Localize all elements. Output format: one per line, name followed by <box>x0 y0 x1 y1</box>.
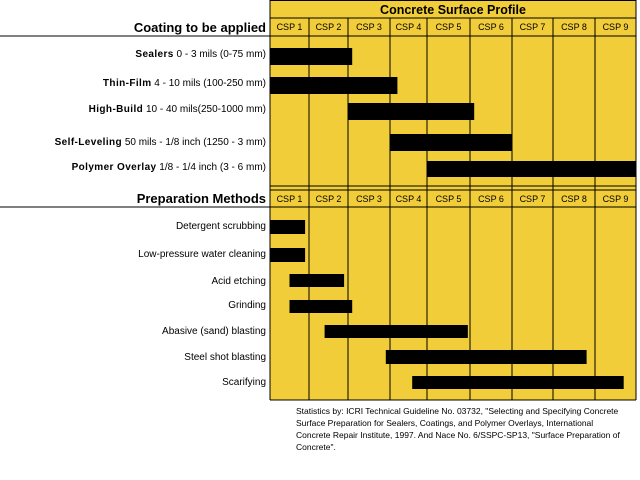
column-label-coating-2: CSP 2 <box>315 22 342 32</box>
bar-coating-thin-film <box>270 77 397 94</box>
bar-coating-polymer-overlay <box>427 161 636 177</box>
bar-coating-self-leveling <box>390 134 512 151</box>
column-label-prep-4: CSP 4 <box>395 194 422 204</box>
bar-prep-acid-etching <box>290 274 345 287</box>
coating-label-high-build: High-Build 10 - 40 mils(250-1000 mm) <box>88 104 266 115</box>
bar-prep-low-pressure-water-cleaning <box>270 248 305 262</box>
coating-label-sealers: Sealers 0 - 3 mils (0-75 mm) <box>135 49 266 60</box>
column-label-prep-9: CSP 9 <box>602 194 629 204</box>
coating-label-self-leveling: Self-Leveling 50 mils - 1/8 inch (1250 - 3 mm) <box>54 137 266 148</box>
bar-prep-scarifying <box>412 376 624 389</box>
prep-label-detergent-scrubbing: Detergent scrubbing <box>175 221 266 232</box>
prep-label-scarifying: Scarifying <box>222 377 266 388</box>
column-label-coating-4: CSP 4 <box>395 22 422 32</box>
column-label-coating-8: CSP 8 <box>561 22 587 32</box>
column-label-prep-8: CSP 8 <box>561 194 587 204</box>
column-label-prep-3: CSP 3 <box>356 194 382 204</box>
column-label-prep-5: CSP 5 <box>435 194 462 204</box>
bar-coating-high-build <box>348 103 474 120</box>
prep-label-low-pressure-water: Low-pressure water cleaning <box>138 249 266 260</box>
column-label-coating-3: CSP 3 <box>356 22 382 32</box>
bar-prep-abasive-sand-blasting <box>325 325 468 338</box>
column-label-coating-1: CSP 1 <box>276 22 303 32</box>
prep-label-abrasive-blasting: Abasive (sand) blasting <box>162 326 266 337</box>
column-label-prep-1: CSP 1 <box>276 194 303 204</box>
prep-label-steel-shot-blasting: Steel shot blasting <box>184 352 266 363</box>
column-label-prep-2: CSP 2 <box>315 194 342 204</box>
coating-section-heading: Coating to be applied <box>133 20 266 35</box>
source-note: Statistics by: ICRI Technical Guideline No. 03732, "Selecting and Specifying Concrete Surface Preparation for Sealers, Coatings, and Polymer Overlays, International Concrete Repair Institute, 1997. And Nace No. 6/SSPC-SP13, "Surface Preparation of Concrete". <box>296 406 620 452</box>
column-label-prep-6: CSP 6 <box>478 194 504 204</box>
bar-prep-steel-shot-blasting <box>386 350 587 364</box>
column-label-coating-5: CSP 5 <box>435 22 462 32</box>
column-label-coating-7: CSP 7 <box>519 22 546 32</box>
prep-label-acid-etching: Acid etching <box>211 276 266 287</box>
column-label-coating-9: CSP 9 <box>602 22 629 32</box>
bar-coating-sealers <box>270 48 352 65</box>
prep-label-grinding: Grinding <box>228 300 266 311</box>
coating-label-thin-film: Thin-Film 4 - 10 mils (100-250 mm) <box>102 78 266 89</box>
column-label-prep-7: CSP 7 <box>519 194 546 204</box>
bar-prep-detergent-scrubbing <box>270 220 305 234</box>
column-label-coating-6: CSP 6 <box>478 22 504 32</box>
bar-prep-grinding <box>290 300 353 313</box>
preparation-section-heading: Preparation Methods <box>136 191 266 206</box>
chart-title: Concrete Surface Profile <box>380 3 526 17</box>
coating-label-polymer-overlay: Polymer Overlay 1/8 - 1/4 inch (3 - 6 mm) <box>71 162 266 173</box>
